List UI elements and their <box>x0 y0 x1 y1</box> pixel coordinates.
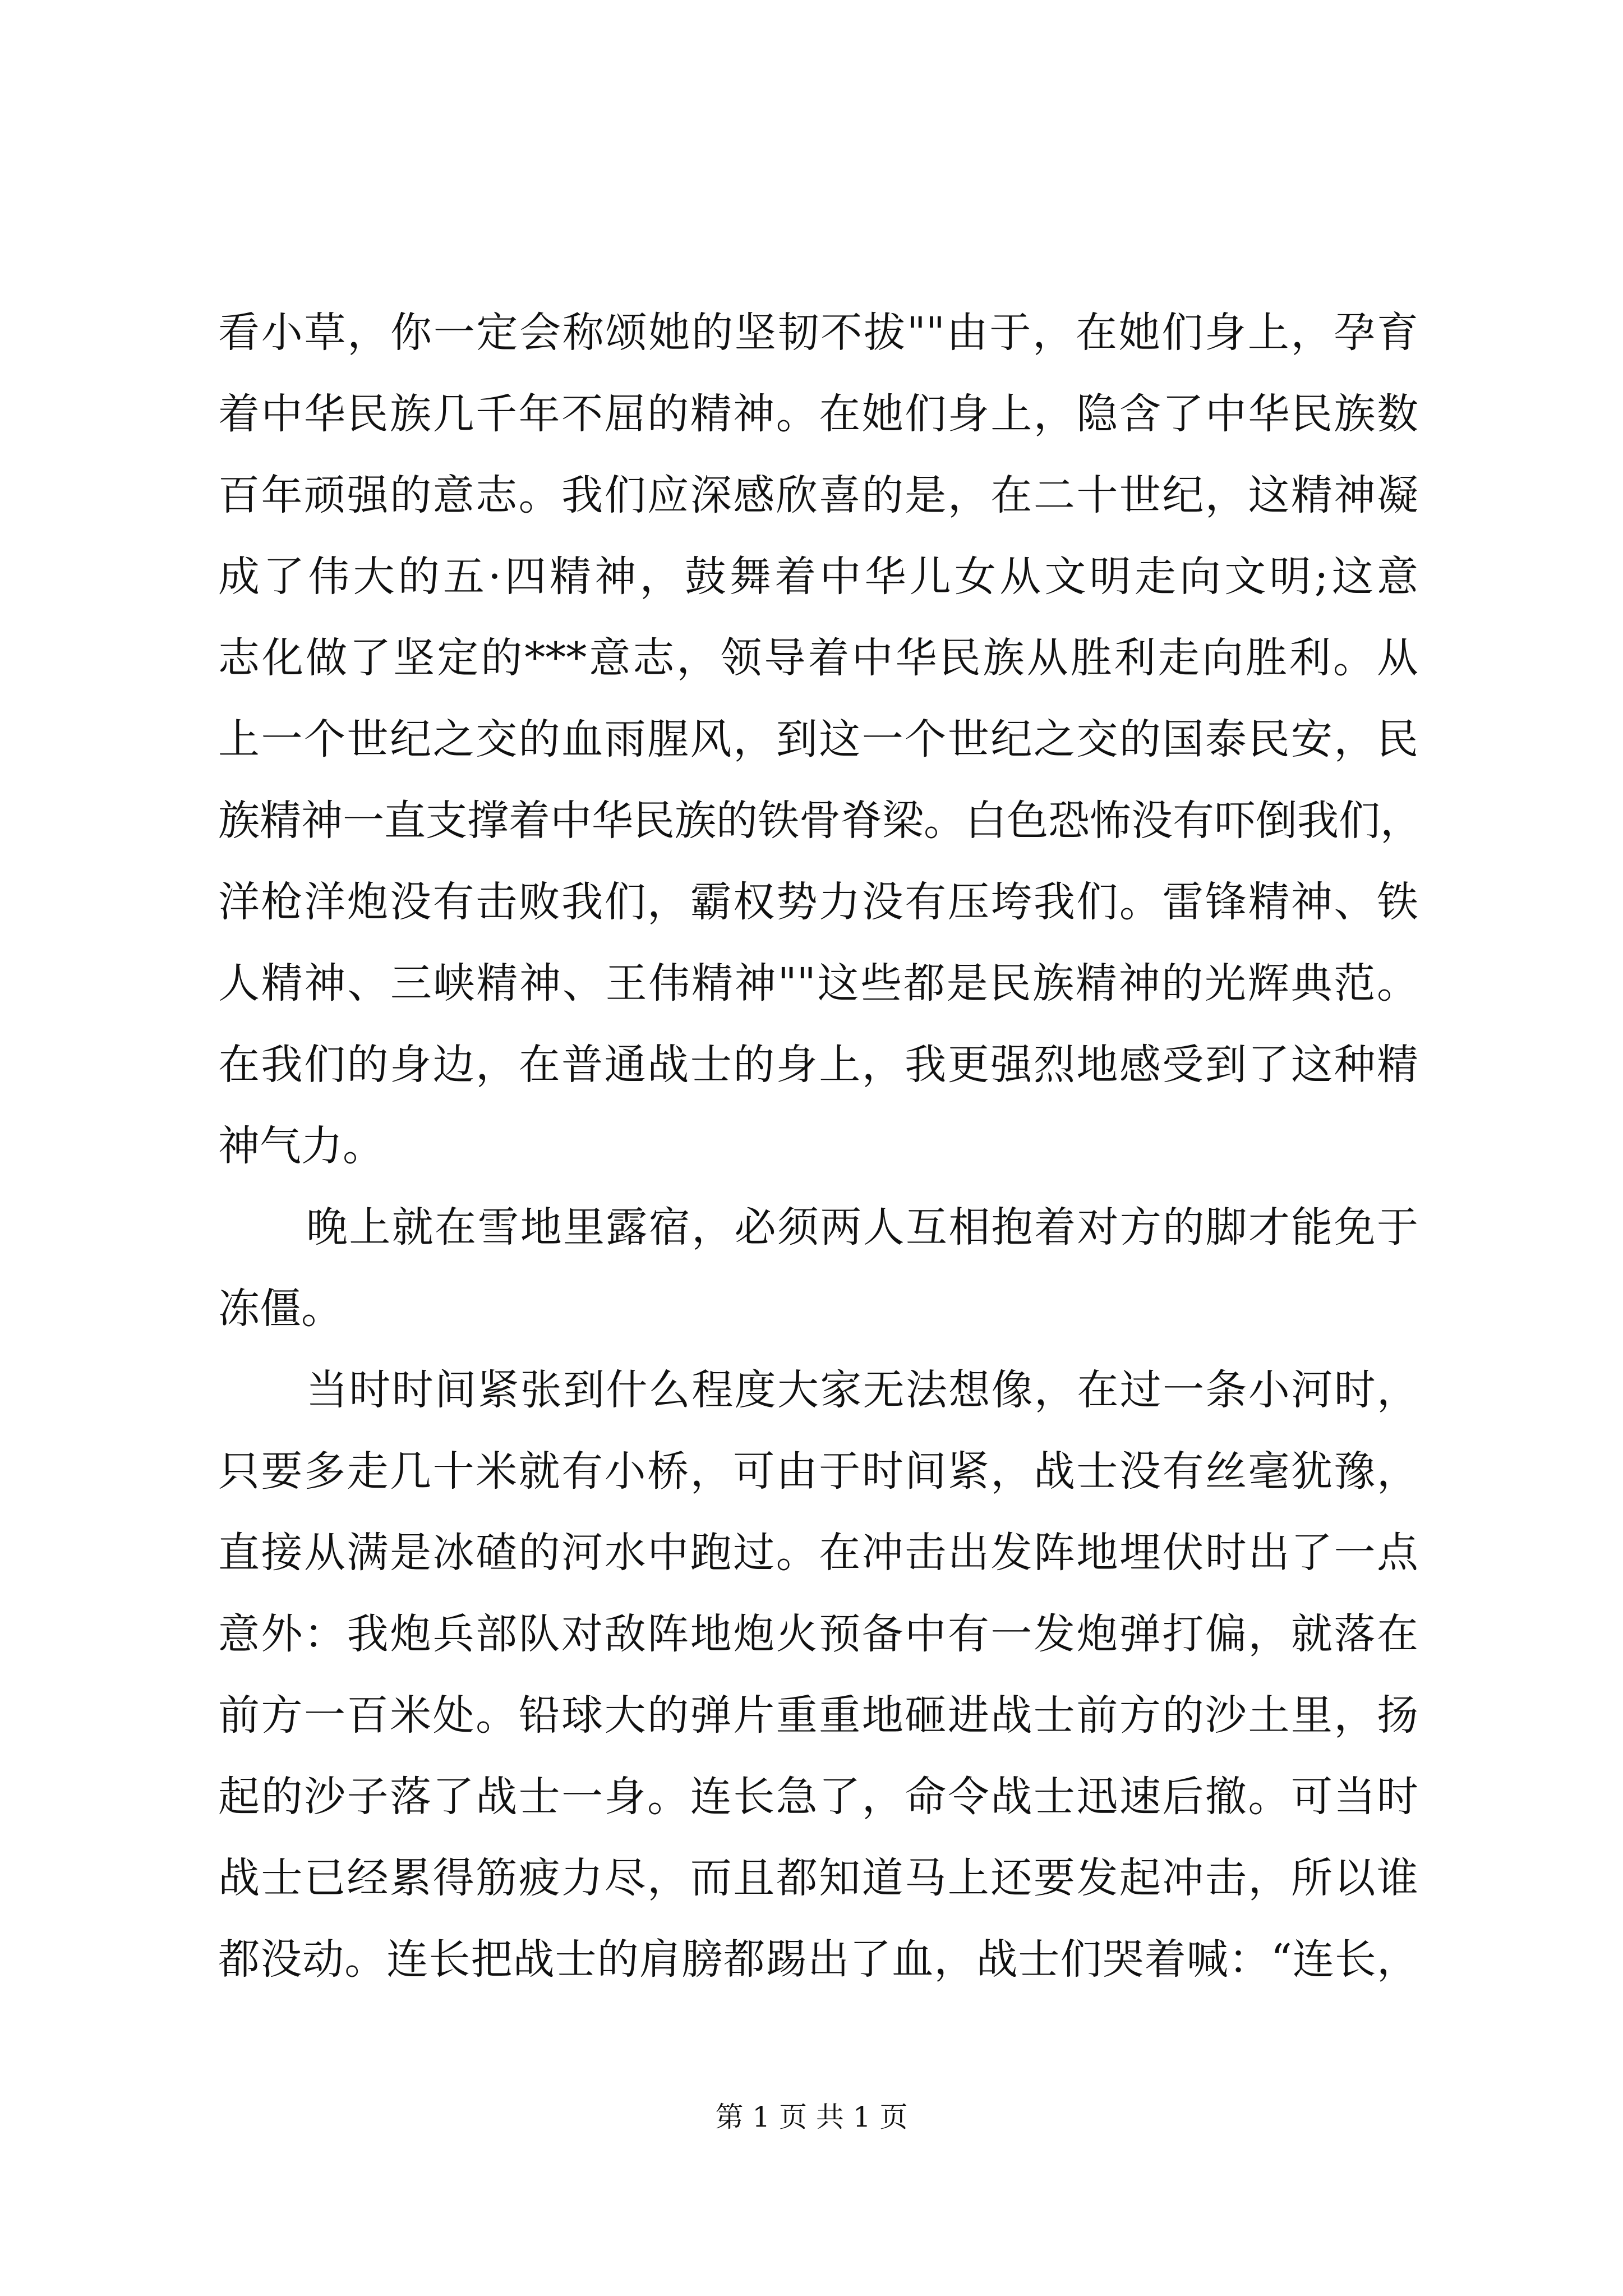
text-line: 志化做了坚定的***意志，领导着中华民族从胜利走向胜利。从 <box>218 634 1418 682</box>
text-line: 晚上就在雪地里露宿，必须两人互相抱着对方的脚才能免于 <box>306 1203 1418 1251</box>
text-line: 战士已经累得筋疲力尽，而且都知道马上还要发起冲击，所以谁 <box>218 1854 1418 1902</box>
text-line: 直接从满是冰碴的河水中跑过。在冲击出发阵地埋伏时出了一点 <box>218 1529 1418 1577</box>
text-line: 族精神一直支撑着中华民族的铁骨脊梁。白色恐怖没有吓倒我们， <box>218 797 1422 845</box>
text-line: 意外：我炮兵部队对敌阵地炮火预备中有一发炮弹打偏，就落在 <box>218 1610 1418 1658</box>
text-line: 百年顽强的意志。我们应深感欣喜的是，在二十世纪，这精神凝 <box>218 471 1418 519</box>
text-line: 前方一百米处。铅球大的弹片重重地砸进战士前方的沙土里，扬 <box>218 1691 1418 1740</box>
text-line: 在我们的身边，在普通战士的身上，我更强烈地感受到了这种精 <box>218 1041 1418 1089</box>
text-line: 人精神、三峡精神、王伟精神""这些都是民族精神的光辉典范。 <box>218 959 1418 1007</box>
page-number-footer: 第 1 页 共 1 页 <box>715 2101 908 2133</box>
text-line: 当时时间紧张到什么程度大家无法想像，在过一条小河时， <box>306 1366 1418 1414</box>
text-line: 着中华民族几千年不屈的精神。在她们身上，隐含了中华民族数 <box>218 390 1418 438</box>
text-line: 洋枪洋炮没有击败我们，霸权势力没有压垮我们。雷锋精神、铁 <box>218 878 1418 926</box>
text-line: 冻僵。 <box>218 1285 343 1333</box>
text-line: 起的沙子落了战士一身。连长急了，命令战士迅速后撤。可当时 <box>218 1773 1418 1821</box>
text-line: 上一个世纪之交的血雨腥风，到这一个世纪之交的国泰民安，民 <box>218 715 1418 763</box>
text-line: 成了伟大的五·四精神，鼓舞着中华儿女从文明走向文明;这意 <box>218 553 1418 601</box>
text-line: 只要多走几十米就有小桥，可由于时间紧，战士没有丝毫犹豫， <box>218 1447 1418 1496</box>
text-line: 都没动。连长把战士的肩膀都踢出了血，战士们哭着喊：“连长， <box>218 1935 1418 1984</box>
text-line: 看小草，你一定会称颂她的坚韧不拔""由于，在她们身上，孕育 <box>218 309 1418 357</box>
text-line: 神气力。 <box>218 1122 384 1170</box>
